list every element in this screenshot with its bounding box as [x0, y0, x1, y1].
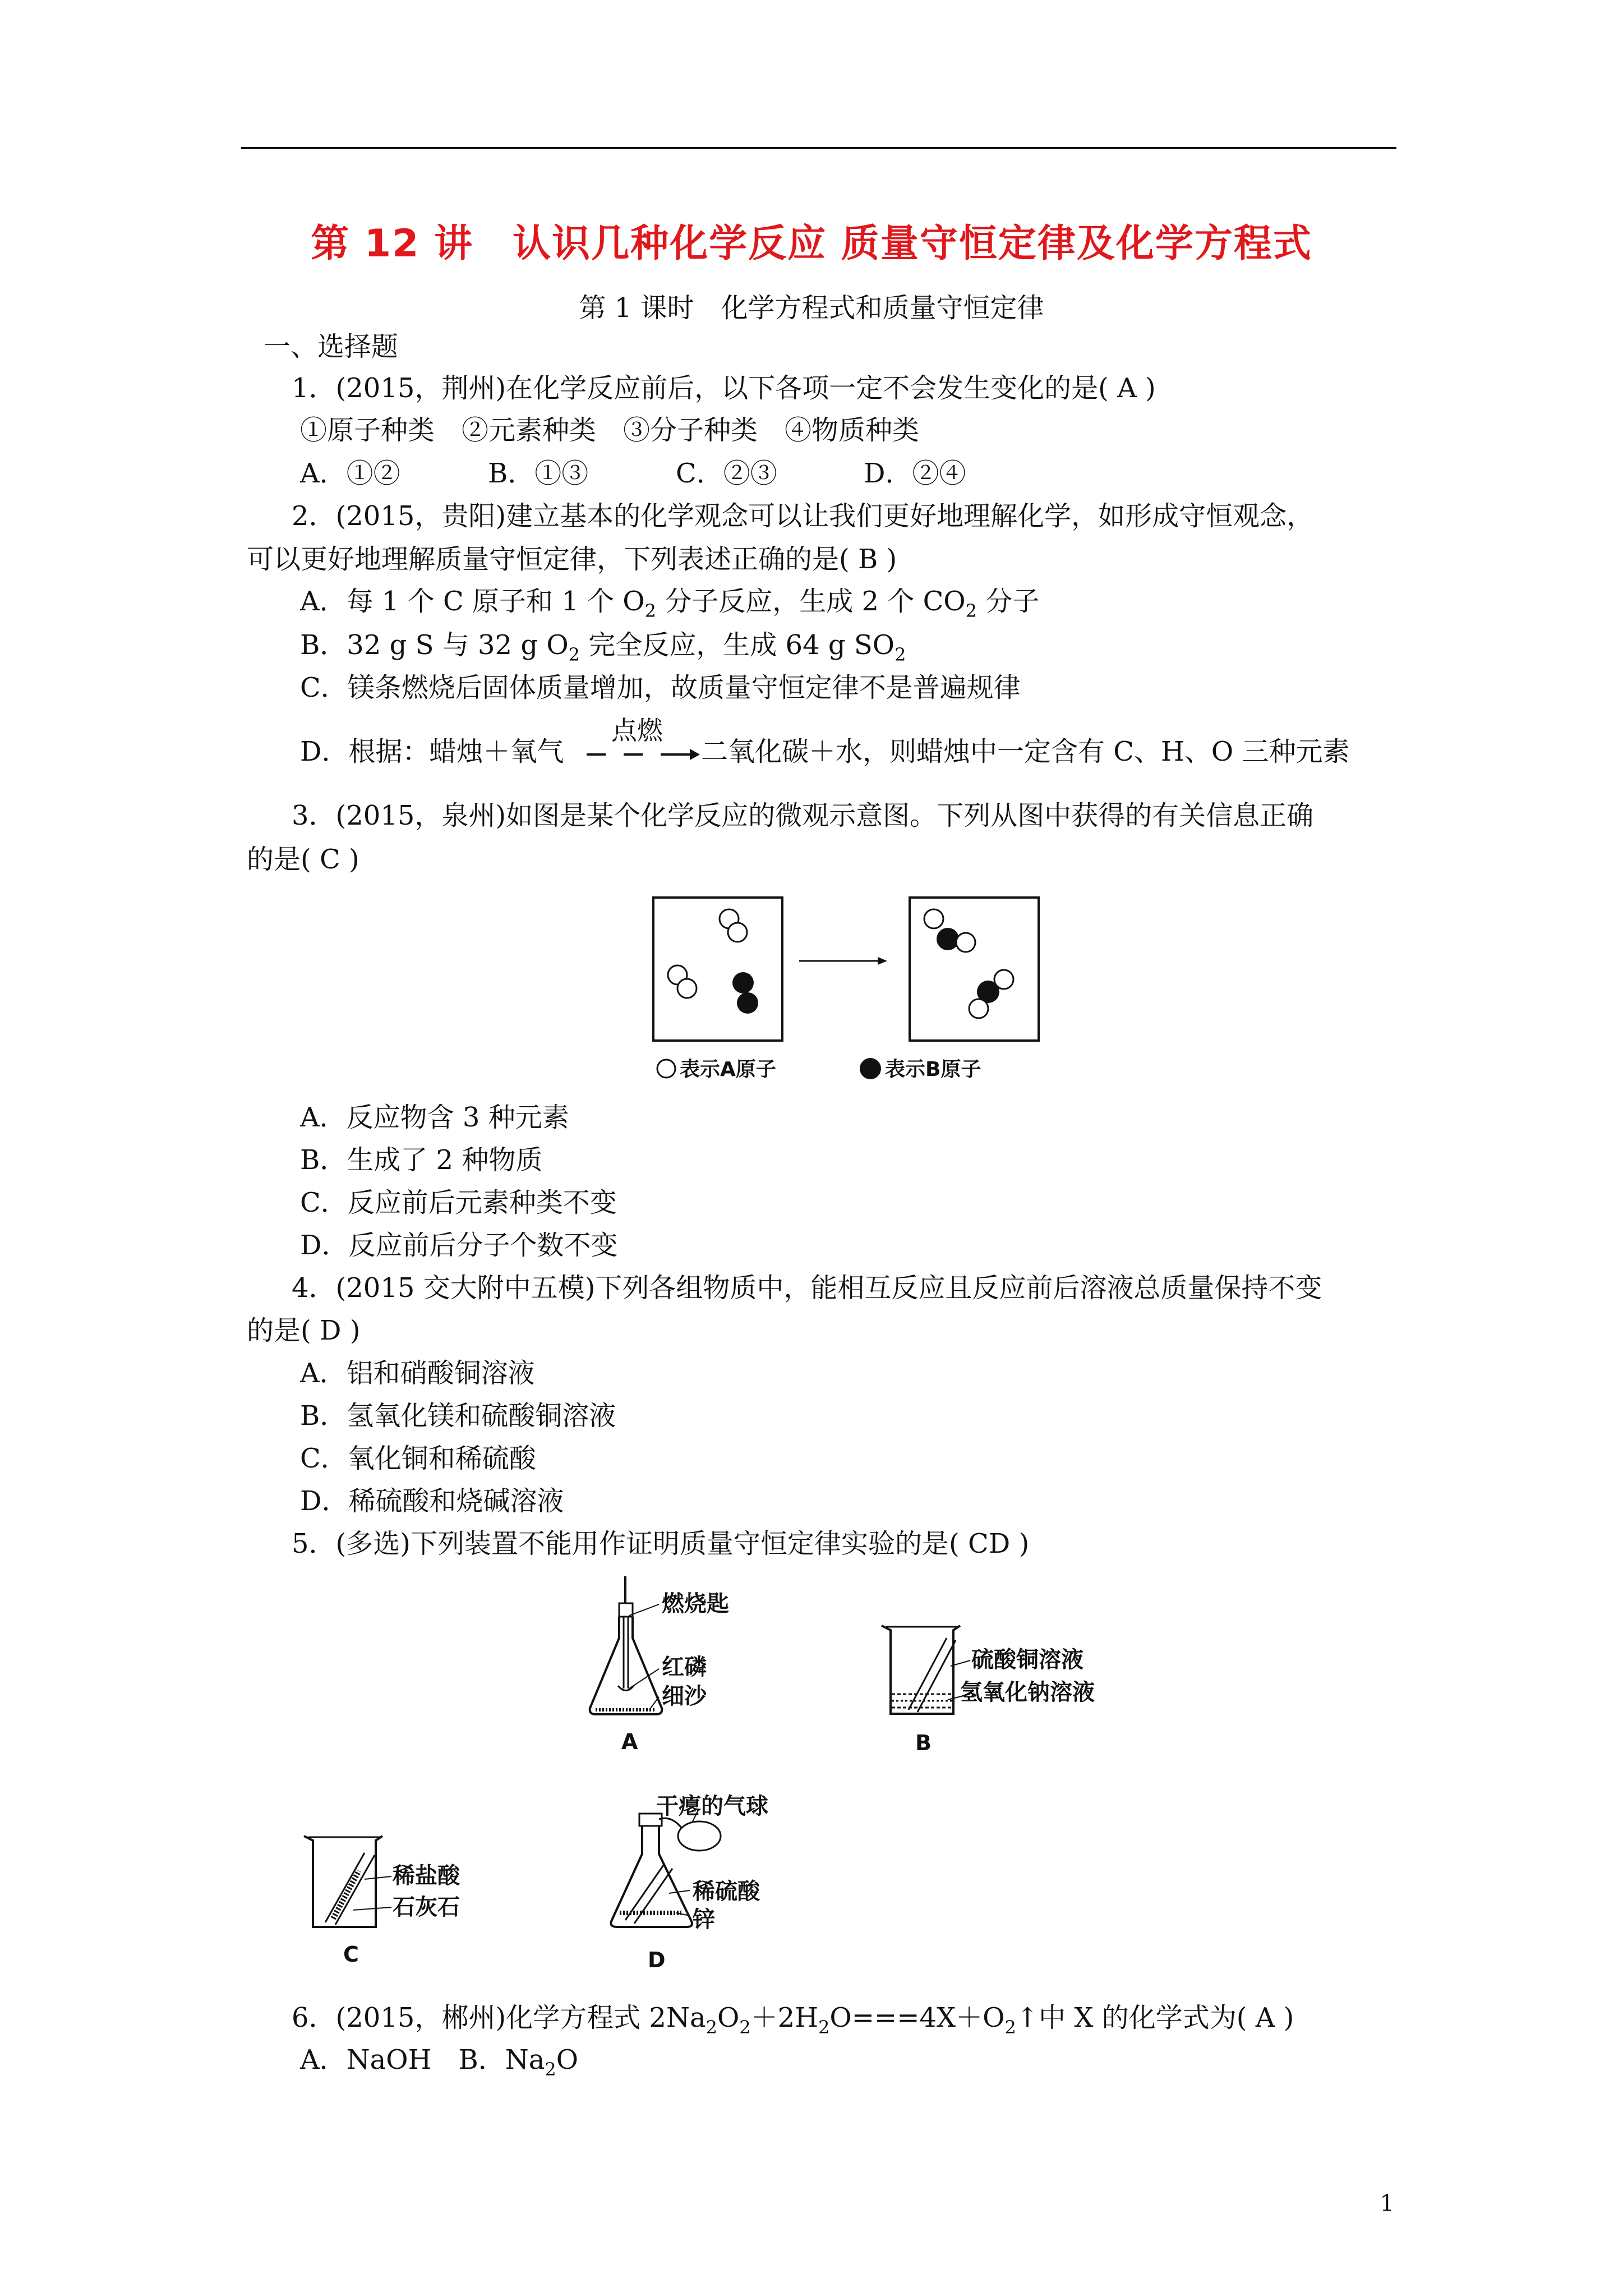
- svg-text:氢氧化钠溶液: 氢氧化钠溶液: [960, 1680, 1095, 1705]
- q1-option-c: C．②③: [676, 458, 777, 489]
- q4-option-a: A．铝和硝酸铜溶液: [300, 1358, 535, 1389]
- svg-text:燃烧匙: 燃烧匙: [662, 1591, 729, 1617]
- q6-stem: 6．(2015，郴州)化学方程式 $2Na_2O_2+2H_2O===4X+O_2↑$中 X 的化学式为( A ): [292, 2002, 1294, 2038]
- q4-option-d: D．稀硫酸和烧碱溶液: [300, 1485, 564, 1517]
- svg-text:C: C: [343, 1942, 359, 1967]
- q1-option-b: B．①③: [488, 458, 589, 489]
- q4-stem-line2: 的是( D ): [247, 1315, 361, 1346]
- svg-text:细沙: 细沙: [662, 1683, 707, 1709]
- svg-text:干瘪的气球: 干瘪的气球: [656, 1793, 768, 1819]
- q5-stem: 5．(多选)下列装置不能用作证明质量守恒定律实验的是( CD ): [292, 1528, 1030, 1559]
- q1-items: ①原子种类 ②元素种类 ③分子种类 ④物质种类: [300, 415, 920, 446]
- q3-option-a: A．反应物含 3 种元素: [300, 1102, 569, 1133]
- b-atom: [732, 972, 754, 993]
- q3-micro-diagram: [645, 892, 1094, 1094]
- apparatus-d: [603, 1792, 838, 1977]
- svg-text:稀盐酸: 稀盐酸: [393, 1863, 460, 1889]
- a-atom-legend-icon: [657, 1060, 675, 1078]
- apparatus-b: [875, 1616, 1138, 1761]
- q2-stem-line2: 可以更好地理解质量守恒定律，下列表述正确的是( B ): [247, 544, 897, 575]
- q6-options: A．NaOH B．$Na_2O$: [300, 2044, 579, 2080]
- q3-stem-line2: 的是( C ): [247, 844, 359, 875]
- apparatus-a: [583, 1571, 768, 1761]
- reaction-arrow-icon: [583, 746, 701, 763]
- legend-a-label: 表示A原子: [680, 1058, 776, 1081]
- svg-text:稀硫酸: 稀硫酸: [693, 1879, 760, 1904]
- a-atom: [956, 933, 975, 952]
- a-atom: [924, 909, 943, 928]
- q3-option-c: C．反应前后元素种类不变: [300, 1187, 617, 1218]
- q3-stem-line1: 3．(2015，泉州)如图是某个化学反应的微观示意图。下列从图中获得的有关信息正确: [292, 800, 1314, 831]
- lesson-title: 第 12 讲 认识几种化学反应 质量守恒定律及化学方程式: [311, 222, 1312, 266]
- q4-option-c: C．氧化铜和稀硫酸: [300, 1443, 536, 1474]
- q2-option-a: A．每 1 个 C 原子和 1 个 $O_2$ 分子反应，生成 2 个 $CO_2$ 分子: [300, 586, 1040, 622]
- svg-text:B: B: [915, 1731, 932, 1755]
- svg-text:D: D: [648, 1948, 666, 1972]
- svg-text:A: A: [621, 1729, 638, 1754]
- q2-option-c: C．镁条燃烧后固体质量增加，故质量守恒定律不是普遍规律: [300, 672, 1021, 703]
- a-atom: [969, 999, 988, 1018]
- q2-reaction-condition: 点燃: [611, 715, 663, 746]
- a-atom: [677, 979, 697, 998]
- q2-option-d-pre: D．根据：蜡烛＋氧气: [300, 736, 564, 767]
- q3-option-b: B．生成了 2 种物质: [300, 1144, 543, 1176]
- q4-option-b: B．氢氧化镁和硫酸铜溶液: [300, 1400, 616, 1432]
- q2-option-d-post: 二氧化碳＋水，则蜡烛中一定含有 C、H、O 三种元素: [701, 736, 1350, 767]
- legend-b-label: 表示B原子: [885, 1058, 981, 1081]
- b-atom-legend-icon: [860, 1058, 881, 1079]
- q3-option-d: D．反应前后分子个数不变: [300, 1230, 618, 1261]
- q2-stem-line1: 2．(2015，贵阳)建立基本的化学观念可以让我们更好地理解化学，如形成守恒观念，: [292, 500, 1314, 532]
- svg-text:红磷: 红磷: [662, 1654, 707, 1680]
- header-rule: [241, 147, 1396, 149]
- lesson-subtitle: 第 1 课时 化学方程式和质量守恒定律: [579, 292, 1044, 324]
- q1-option-a: A．①②: [300, 458, 400, 489]
- q4-stem-line1: 4．(2015 交大附中五模)下列各组物质中，能相互反应且反应前后溶液总质量保持不变: [292, 1272, 1322, 1304]
- page-number: 1: [1380, 2191, 1394, 2216]
- svg-text:硫酸铜溶液: 硫酸铜溶液: [971, 1647, 1083, 1673]
- q1-stem: 1．(2015，荆州)在化学反应前后，以下各项一定不会发生变化的是( A ): [292, 372, 1156, 404]
- b-atom: [937, 928, 959, 950]
- q1-option-d: D．②④: [864, 458, 966, 489]
- section-heading: 一、选择题: [264, 331, 399, 362]
- svg-text:石灰石: 石灰石: [393, 1894, 460, 1920]
- b-atom: [737, 992, 758, 1014]
- svg-text:锌: 锌: [693, 1907, 715, 1932]
- q2-option-b: B．32 g S 与 32 g $O_2$ 完全反应，生成 64 g $SO_2$: [300, 629, 906, 665]
- a-atom: [728, 923, 747, 942]
- apparatus-c: [297, 1826, 510, 1972]
